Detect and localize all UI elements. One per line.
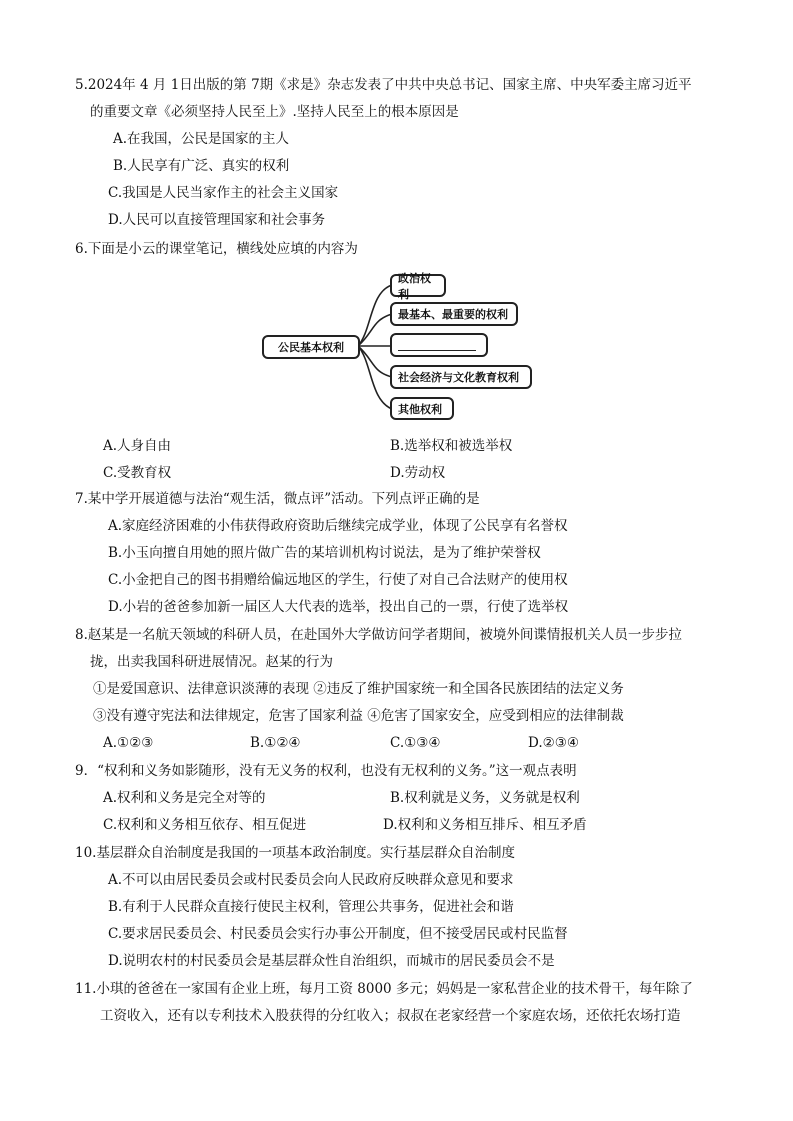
q6-option-a: A.人身自由: [103, 438, 172, 454]
q5-stem-line2: 的重要文章《必须坚持人民至上》.坚持人民至上的根本原因是: [90, 104, 459, 120]
q8-stem-line1: 8.赵某是一名航天领域的科研人员，在赴国外大学做访问学者期间，被境外间谍情报机关人员一步步拉: [75, 627, 682, 643]
diagram-node-blank: [390, 333, 488, 357]
diagram-node-most-basic-rights: [390, 302, 518, 326]
q9-option-a: A.权利和义务是完全对等的: [103, 790, 266, 806]
diagram-node-label: 最基本、最重要的权利: [398, 308, 508, 321]
q8-option-a: A.①②③: [103, 735, 154, 751]
answer-blank-line: [398, 340, 476, 351]
q6-option-c: C.受教育权: [103, 465, 172, 481]
q5-option-b: B.人民享有广泛、真实的权利: [113, 158, 290, 174]
diagram-node-other-rights: [390, 397, 454, 420]
q5-stem-line1: 5.2024年 4 月 1日出版的第 7期《求是》杂志发表了中共中央总书记、国家主席、中央军委主席习近平: [75, 77, 692, 93]
q8-statements-line2: ③没有遵守宪法和法律规定，危害了国家利益 ④危害了国家安全，应受到相应的法律制裁: [93, 708, 624, 724]
q8-option-b: B.①②④: [250, 735, 301, 751]
q5-option-a: A.在我国，公民是国家的主人: [113, 131, 290, 147]
q8-option-c: C.①③④: [390, 735, 441, 751]
q11-stem-line2: 工资收入，还有以专利技术入股获得的分红收入；叔叔在老家经营一个家庭农场，还依托农场打造: [100, 1008, 681, 1024]
q10-option-c: C.要求居民委员会、村民委员会实行办事公开制度，但不接受居民或村民监督: [108, 926, 568, 942]
diagram-node-label: 政治权利: [398, 271, 431, 301]
diagram-node-label: 其他权利: [398, 402, 442, 416]
q10-option-d: D.说明农村的村民委员会是基层群众性自治组织，而城市的居民委员会不是: [108, 953, 555, 969]
q7-option-d: D.小岩的爸爸参加新一届区人大代表的选举，投出自己的一票，行使了选举权: [108, 599, 569, 615]
q8-stem-line2: 拢，出卖我国科研进展情况。赵某的行为: [90, 654, 333, 670]
diagram-node-political-rights: [390, 271, 446, 301]
q7-option-a: A.家庭经济困难的小伟获得政府资助后继续完成学业，体现了公民享有名誉权: [108, 518, 568, 534]
q8-statements-line1: ①是爱国意识、法律意识淡薄的表现 ②违反了维护国家统一和全国各民族团结的法定义务: [93, 681, 624, 697]
q10-stem: 10.基层群众自治制度是我国的一项基本政治制度。实行基层群众自治制度: [75, 845, 515, 861]
q7-stem: 7.某中学开展道德与法治“观生活，微点评”活动。下列点评正确的是: [75, 491, 480, 507]
q7-option-b: B.小玉向擅自用她的照片做广告的某培训机构讨说法，是为了维护荣誉权: [108, 545, 541, 561]
q11-stem-line1: 11.小琪的爸爸在一家国有企业上班，每月工资 8000 多元；妈妈是一家私营企业的技术骨干，每年除了: [75, 981, 693, 997]
diagram-node-label: 社会经济与文化教育权利: [398, 371, 519, 384]
q9-option-c: C.权利和义务相互依存、相互促进: [103, 817, 307, 833]
diagram-node-social-economic-rights: [390, 365, 532, 389]
q8-option-d: D.②③④: [528, 735, 579, 751]
q9-option-b: B.权利就是义务，义务就是权利: [390, 790, 580, 806]
q9-option-d: D.权利和义务相互排斥、相互矛盾: [383, 817, 587, 833]
q10-option-b: B.有利于人民群众直接行使民主权利，管理公共事务，促进社会和谐: [108, 899, 514, 915]
q6-stem: 6.下面是小云的课堂笔记，横线处应填的内容为: [75, 241, 358, 257]
q10-option-a: A.不可以由居民委员会或村民委员会向人民政府反映群众意见和要求: [108, 872, 514, 888]
diagram-center-label: 公民基本权利: [278, 341, 344, 354]
q6-option-d: D.劳动权: [390, 465, 446, 481]
diagram-center-node: [262, 335, 360, 359]
q5-option-c: C.我国是人民当家作主的社会主义国家: [108, 185, 339, 201]
q9-stem: 9．“权利和义务如影随形，没有无义务的权利，也没有无权利的义务。”这一观点表明: [75, 763, 577, 779]
q6-option-b: B.选举权和被选举权: [390, 438, 513, 454]
q5-option-d: D.人民可以直接管理国家和社会事务: [108, 212, 326, 228]
q7-option-c: C.小金把自己的图书捐赠给偏远地区的学生，行使了对自己合法财产的使用权: [108, 572, 568, 588]
